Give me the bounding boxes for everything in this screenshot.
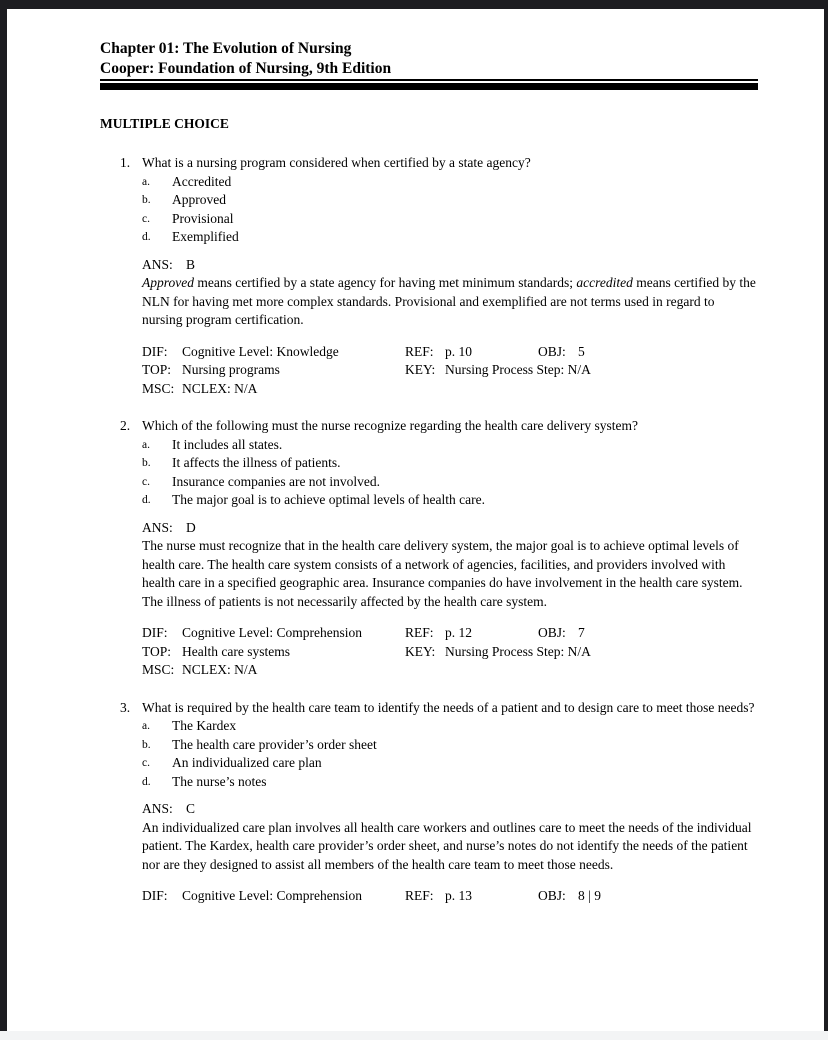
question-stem: What is a nursing program considered when certified by a state agency? [142,155,531,170]
question-meta [100,887,758,906]
feedback-italic-term: accredited [576,275,633,290]
answer-line [142,519,758,538]
dif-label: DIF: [142,343,168,359]
ref-value: p. 12 [445,625,472,640]
key-value: Nursing Process Step: N/A [445,362,591,377]
top-value: Nursing programs [182,362,280,377]
ref-value: p. 10 [445,343,472,359]
question-1 [100,154,758,398]
option-row [142,754,757,773]
question-meta [100,343,758,399]
chapter-title: Chapter 01: The Evolution of Nursing [100,40,352,57]
option-text: An individualized care plan [172,755,322,770]
question-stem: What is required by the health care team to identify the needs of a patient and to design care to meet those needs? [142,699,755,715]
question-stem: Which of the following must the nurse recognize regarding the health care delivery system? [142,418,638,433]
answer-label: ANS: [142,519,173,535]
obj-label: OBJ: [538,625,566,640]
option-row [142,191,757,210]
option-row [142,210,757,229]
feedback-italic-term: Approved [142,275,194,290]
option-row [142,228,757,247]
document-page [100,39,758,925]
answer-feedback: The nurse must recognize that in the health care delivery system, the major goal is to achieve optimal levels of health care. The health care system consists of a network of agencies, facilities, and providers involved with health care in a specified geographic area. Insurance companies do have involvement in the health care system. The illness of patients is not necessarily affected by the health care system. [142,538,743,609]
option-letter: a. [142,175,150,188]
viewer-top-edge [0,0,828,9]
top-label: TOP: [142,362,172,377]
dif-value: Cognitive Level: Comprehension [182,888,362,903]
option-text: The major goal is to achieve optimal levels of health care. [172,492,486,507]
top-label: TOP: [142,643,172,659]
option-text: Provisional [172,210,234,226]
option-letter: c. [142,475,150,488]
dif-label: DIF: [142,888,168,903]
book-title: Cooper: Foundation of Nursing, 9th Edition [100,59,392,77]
option-letter: b. [142,738,151,751]
obj-label: OBJ: [538,343,566,359]
answer-feedback: An individualized care plan involves all health care workers and outlines care to meet the needs of the individual patient. The Kardex, health care provider’s order sheet, and nurse’s notes do not identify the needs of the patient nor are they designed to assist all members of the health care team to meet those needs. [142,819,752,872]
answer-line [142,256,758,275]
obj-value: 5 [578,343,585,359]
answer-value: B [186,256,196,272]
option-letter: a. [142,438,150,451]
answer-value: C [186,801,196,816]
option-letter: c. [142,212,150,225]
section-heading: MULTIPLE CHOICE [100,116,229,131]
option-text: Insurance companies are not involved. [172,473,381,489]
option-letter: b. [142,194,151,206]
option-text: The health care provider’s order sheet [172,736,377,752]
option-row [142,717,757,736]
viewer-bottom-edge [0,1031,828,1040]
question-2 [100,417,758,680]
option-text: The nurse’s notes [172,773,267,789]
msc-label: MSC: [142,380,175,396]
question-number: 3. [120,699,131,715]
option-text: It affects the illness of patients. [172,455,341,470]
viewer-right-edge [824,0,828,1031]
option-row [142,736,757,755]
question-meta [100,624,758,680]
dif-label: DIF: [142,625,168,640]
answer-label: ANS: [142,801,173,816]
key-label: KEY: [405,643,436,659]
answer-value: D [186,519,196,535]
option-text: Accredited [172,173,232,189]
option-letter: d. [142,775,151,788]
option-row [142,473,757,492]
option-row [142,491,757,510]
question-number: 2. [120,418,131,433]
option-row [142,436,757,455]
obj-label: OBJ: [538,888,566,903]
question-number: 1. [120,155,131,170]
ref-label: REF: [405,888,434,903]
option-letter: d. [142,231,151,243]
key-value: Nursing Process Step: N/A [445,643,591,659]
ref-label: REF: [405,625,434,640]
viewer-left-edge [0,0,7,1031]
ref-label: REF: [405,343,434,359]
obj-value: 8 | 9 [578,888,601,903]
option-row [142,454,757,473]
option-row [142,173,757,192]
answer-label: ANS: [142,256,173,272]
question-list [100,154,758,906]
option-letter: c. [142,757,150,769]
obj-value: 7 [578,625,585,640]
option-letter: d. [142,494,151,506]
option-letter: a. [142,720,150,732]
option-text: The Kardex [172,718,237,733]
document-header [100,39,758,81]
option-text: Approved [172,192,226,207]
option-letter: b. [142,457,151,469]
dif-value: Cognitive Level: Knowledge [182,343,339,359]
key-label: KEY: [405,362,436,377]
option-text: It includes all states. [172,436,283,452]
answer-line [142,800,758,819]
msc-label: MSC: [142,662,175,677]
question-3 [100,699,758,906]
msc-value: NCLEX: N/A [182,662,258,677]
option-row [142,773,757,792]
option-text: Exemplified [172,229,239,244]
answer-feedback: Approved means certified by a state agency for having met minimum standards; accredited means certified by the NLN for having met more complex standards. Provisional and exemplified are not terms used in regard to nursing program certification. [142,275,756,327]
header-rule-bar [100,83,758,90]
dif-value: Cognitive Level: Comprehension [182,625,362,640]
top-value: Health care systems [182,643,290,659]
ref-value: p. 13 [445,888,472,903]
msc-value: NCLEX: N/A [182,380,258,396]
